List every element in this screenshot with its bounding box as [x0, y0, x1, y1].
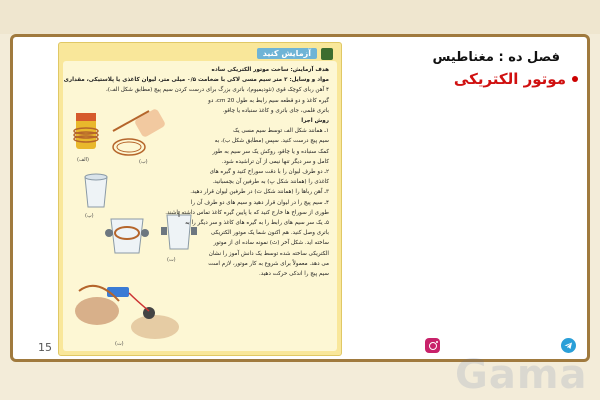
student-motor-figure — [67, 271, 185, 345]
caption-b: (ب) — [139, 159, 148, 165]
top-band — [0, 0, 600, 34]
text-line: ساخته اید. شکل آخر (ث) نمونه ساده ای از موتور — [213, 240, 329, 247]
bullet-item — [454, 70, 578, 88]
text-line: سیم پیچ درست کنید. سپس (مطابق شکل ب)، به — [214, 138, 329, 145]
instagram-icon[interactable] — [425, 338, 440, 353]
book-header — [257, 46, 333, 61]
caption-s: (ث) — [115, 341, 124, 347]
text-line: روش اجرا — [301, 118, 329, 125]
caption-a: (الف) — [77, 157, 89, 163]
text-line: باتری وصل کنید. هم اکنون شما یک موتور الکتریکی — [210, 230, 329, 237]
text-line: ۴ آهن ربای کوچک قوی (نئودیمیوم)، باتری بزرگ برای درست کردن سیم پیچ (مطابق شکل الف)، — [105, 87, 329, 94]
text-line: ۲ـ دو طرف لیوان را با دقت سوراخ کنید و گیره های — [209, 169, 329, 176]
text-line: ۱ـ همانند شکل الف توسط سیم مسی یک — [233, 128, 329, 135]
text-line: طوری از سوراخ ها خارج کنید که با پایین گیره کاغذ تماس داشته باشند. — [165, 209, 329, 216]
text-line: کمک سنباده و یا چاقو، روکش یک سر سیم به طور — [212, 148, 329, 155]
text-line: ۴ـ سیم پیچ را در لیوان قرار دهید و سیم های دو طرف آن را — [190, 199, 329, 206]
slide-title: فصل ده : مغناطیس — [432, 50, 560, 65]
procedure-text — [63, 65, 329, 279]
header-label: آزمایش کنید — [257, 48, 317, 59]
battery-coil-figure — [71, 109, 101, 155]
text-line: ۵ـ یک سر سیم های رابط را به گیره های کاغذ و سر دیگر را به — [185, 220, 329, 227]
watermark: Gama — [455, 352, 588, 398]
text-line: می دهد. معمولاً برای شروع به کار موتور، لازم است — [208, 260, 329, 267]
telegram-icon[interactable] — [561, 338, 576, 353]
text-line: هدف آزمایش: ساخت موتور الکتریکی ساده — [211, 67, 329, 73]
text-line: کاغذی را (همانند شکل پ) به طرفین آن بچسبانید. — [212, 179, 329, 186]
caption-t: (ت) — [167, 257, 176, 263]
cup-figure — [79, 171, 113, 211]
text-line: مواد و وسایل: ۲ متر سیم مسی لاکی با ضخامت ۰/۵ میلی متر، لیوان کاغذی یا پلاستیکی، مقداری — [63, 77, 329, 84]
text-line: باتری قلمی، جای باتری و کاغذ سنباده یا چاقو. — [222, 107, 329, 114]
ruler-icon — [321, 48, 333, 60]
text-line: الکتریکی ساخته شده توسط یک دانش آموز را نشان — [208, 250, 329, 257]
bullet-text: موتور الکتریکی — [453, 70, 566, 88]
text-line: کامل و سر دیگر تنها نیمی از آن تراشیده شود. — [221, 158, 329, 165]
text-line: ۳ـ آهن رباها را (همانند شکل ت) در طرفین لیوان قرار دهید. — [190, 189, 329, 196]
page-number: 15 — [38, 341, 52, 354]
textbook-content — [63, 61, 337, 351]
text-line: سیم پیچ را اندکی حرکت دهید. — [258, 271, 329, 278]
textbook-page — [58, 42, 342, 356]
bullet-dot-icon — [572, 76, 578, 82]
text-line: گیره کاغذ و دو قطعه سیم رابط به طول 20 cm، دو — [208, 97, 329, 104]
caption-p: (پ) — [85, 213, 94, 219]
motor-figure — [99, 213, 155, 257]
